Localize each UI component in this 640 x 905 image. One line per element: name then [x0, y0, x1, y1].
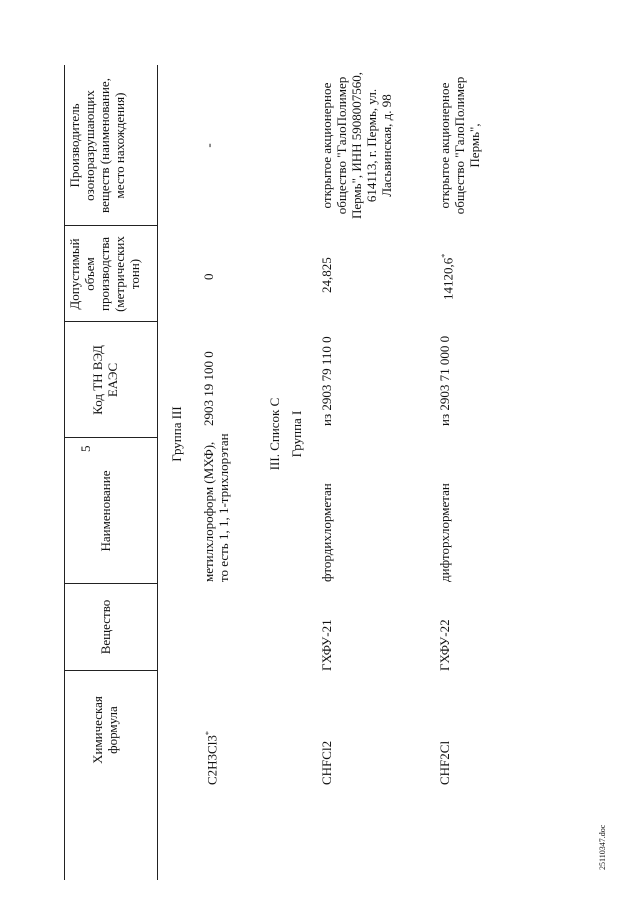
header-formula: Химическая формула — [90, 696, 120, 764]
row-substance: ГХФУ-21 — [319, 619, 334, 671]
header-code: Код ТН ВЭД ЕАЭС — [90, 345, 120, 415]
column-divider — [64, 225, 157, 226]
header-producer: Производитель озоноразрушающих веществ (наименование, место нахождения) — [67, 78, 127, 213]
page-number: 5 — [78, 445, 93, 452]
row-formula: C2H3Cl3* — [204, 731, 220, 785]
row-name: фтордихлорметан — [319, 483, 334, 582]
header-substance: Вещество — [98, 599, 113, 655]
row-formula: CHFCl2 — [319, 740, 334, 785]
footer-filename: 25110347.doc — [598, 824, 607, 870]
column-divider — [64, 670, 157, 671]
header-bottom-border — [157, 65, 158, 880]
table-top-border — [64, 65, 65, 880]
row-code: из 2903 79 110 0 — [319, 336, 334, 426]
section-group-3: Группа III — [169, 406, 184, 462]
ods-table — [64, 65, 559, 880]
row-producer: открытое акционерное общество "ГалоПолимер Пермь", ИНН 5908007560, 614113, г. Пермь, ул. Ласьвинская, д. 98 — [319, 71, 394, 220]
column-divider — [64, 321, 157, 322]
header-volume: Допустимый объем производства (метрических тонн) — [67, 236, 142, 312]
section-group-1: Группа I — [289, 410, 304, 458]
row-formula: CHF2Cl — [437, 740, 452, 785]
row-volume: 24,825 — [319, 257, 334, 293]
row-volume: 0 — [201, 273, 216, 280]
row-producer: открытое акционерное общество "ГалоПолимер Пермь", — [437, 76, 482, 215]
column-divider — [64, 583, 157, 584]
row-code: из 2903 71 000 0 — [437, 335, 452, 426]
column-divider — [64, 437, 157, 438]
row-name: метилхлороформ (МХФ), то есть 1, 1, 1-трихлорэтан — [201, 433, 231, 582]
header-name: Наименование — [98, 470, 113, 552]
row-volume: 14120,6* — [440, 253, 456, 300]
row-name: дифторхлорметан — [437, 483, 452, 582]
row-code: 2903 19 100 0 — [201, 351, 216, 426]
row-producer: - — [201, 143, 216, 148]
row-substance: ГХФУ-22 — [437, 619, 452, 671]
section-list-c: III. Список С — [267, 397, 282, 471]
